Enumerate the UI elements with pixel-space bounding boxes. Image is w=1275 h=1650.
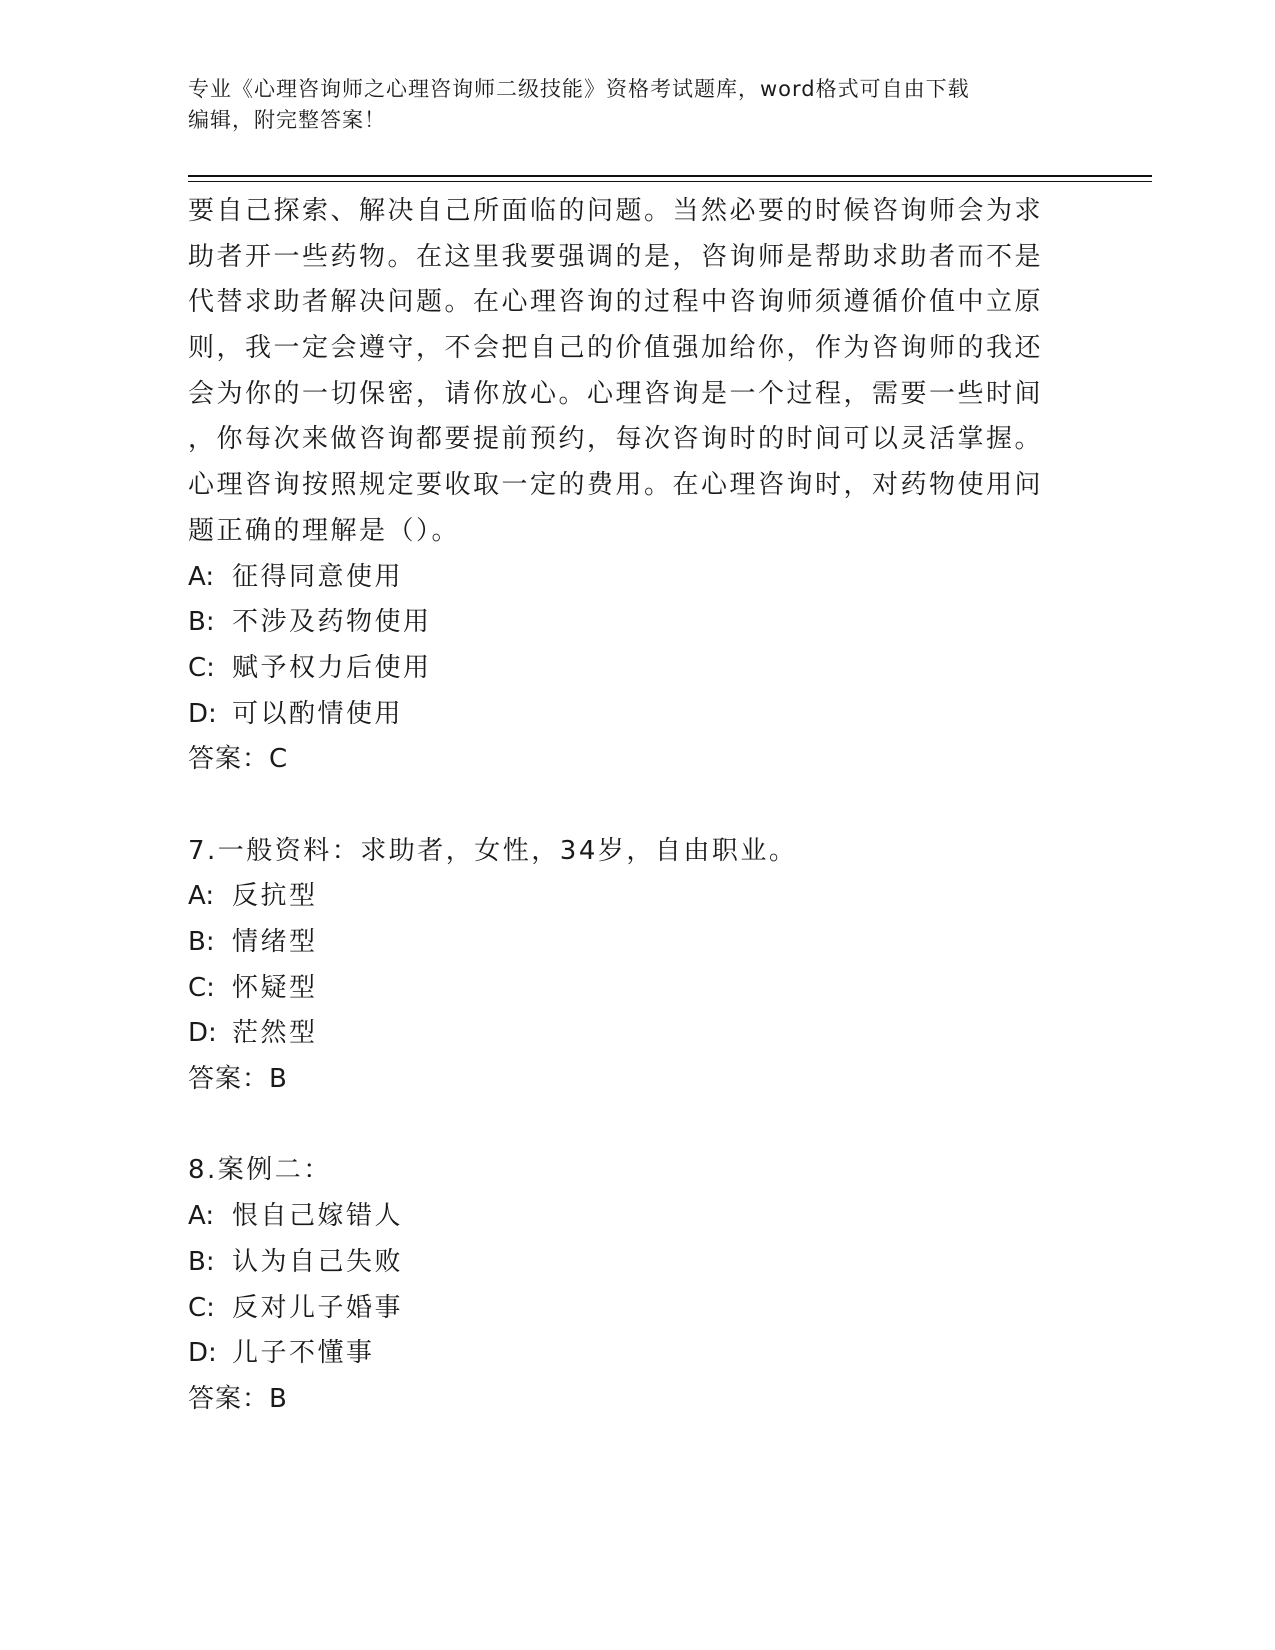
option-text: 怀疑型 <box>232 972 318 1003</box>
question-content <box>188 189 1088 1423</box>
option-letter: D: <box>188 1018 217 1049</box>
question-6-text-line: 会为你的一切保密，请你放心。心理咨询是一个过程，需要一些时间 <box>188 378 1044 409</box>
option-text: 反抗型 <box>232 881 318 912</box>
option-letter: A: <box>188 561 215 592</box>
header-line-1: 专业《心理咨询师之心理咨询师二级技能》资格考试题库，word格式可自由下载 <box>188 77 970 101</box>
header-rule-thick <box>188 175 1152 177</box>
question-6-option-c <box>188 646 1088 692</box>
question-7-option-c <box>188 966 1088 1012</box>
question-8-option-d <box>188 1331 1088 1377</box>
question-7-option-a <box>188 874 1088 920</box>
question-6-option-b <box>188 600 1088 646</box>
question-8 <box>188 1148 1088 1422</box>
question-6-text-line: 心理咨询按照规定要收取一定的费用。在心理咨询时，对药物使用问 <box>188 470 1044 501</box>
option-letter: A: <box>188 881 215 912</box>
question-6-text-line: ，你每次来做咨询都要提前预约，每次咨询时的时间可以灵活掌握。 <box>188 424 1044 455</box>
option-letter: C: <box>188 1292 215 1323</box>
question-7 <box>188 829 1088 1103</box>
header-rule-thin <box>188 181 1152 182</box>
spacer <box>188 783 1088 829</box>
question-7-answer: 答案：B <box>188 1064 288 1095</box>
option-letter: D: <box>188 1338 217 1369</box>
question-7-option-d <box>188 1011 1088 1057</box>
question-6-text-line: 则，我一定会遵守，不会把自己的价值强加给你，作为咨询师的我还 <box>188 333 1044 364</box>
option-letter: B: <box>188 607 215 638</box>
spacer <box>188 1103 1088 1149</box>
question-6-answer: 答案：C <box>188 744 289 775</box>
option-text: 茫然型 <box>232 1018 318 1049</box>
option-letter: A: <box>188 1201 215 1232</box>
question-6-text-line: 要自己探索、解决自己所面临的问题。当然必要的时候咨询师会为求 <box>188 196 1044 226</box>
question-7-stem: 7.一般资料：求助者，女性，34岁，自由职业。 <box>188 835 798 866</box>
question-6-text-line: 题正确的理解是（）。 <box>188 515 461 546</box>
option-letter: B: <box>188 1246 215 1277</box>
question-8-answer: 答案：B <box>188 1383 288 1414</box>
question-6-text-line: 代替求助者解决问题。在心理咨询的过程中咨询师须遵循价值中立原 <box>188 287 1044 318</box>
option-text: 儿子不懂事 <box>232 1338 375 1369</box>
document-header <box>188 74 1088 136</box>
option-text: 认为自己失败 <box>232 1246 404 1277</box>
option-letter: B: <box>188 927 215 957</box>
question-6-option-a <box>188 555 1088 601</box>
question-8-option-a <box>188 1194 1088 1240</box>
question-7-option-b <box>188 920 1088 966</box>
question-6 <box>188 189 1088 783</box>
question-8-option-c <box>188 1286 1088 1332</box>
question-8-option-b <box>188 1240 1088 1286</box>
option-letter: C: <box>188 972 215 1003</box>
question-6-option-d <box>188 692 1088 738</box>
question-6-text-line: 助者开一些药物。在这里我要强调的是，咨询师是帮助求助者而不是 <box>188 241 1044 272</box>
option-letter: C: <box>188 652 215 683</box>
option-text: 可以酌情使用 <box>232 698 404 729</box>
option-text: 反对儿子婚事 <box>232 1292 404 1323</box>
option-text: 征得同意使用 <box>232 561 404 592</box>
option-text: 情绪型 <box>232 927 318 957</box>
header-line-2: 编辑，附完整答案！ <box>188 108 386 132</box>
option-text: 赋予权力后使用 <box>232 652 432 683</box>
option-letter: D: <box>188 698 217 729</box>
question-8-stem: 8.案例二： <box>188 1155 332 1186</box>
option-text: 不涉及药物使用 <box>232 607 432 638</box>
option-text: 恨自己嫁错人 <box>232 1201 404 1232</box>
